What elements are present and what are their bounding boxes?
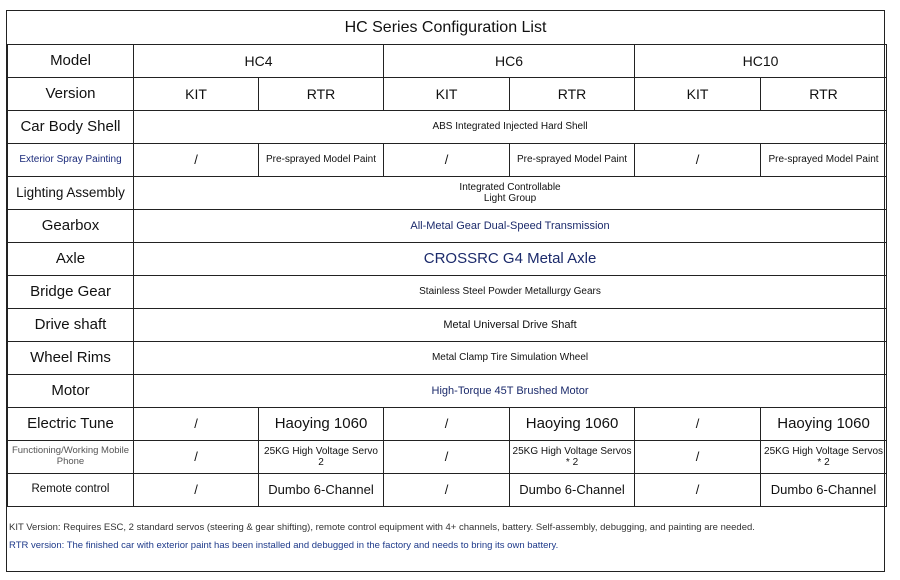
- remote-hc10-rtr: Dumbo 6-Channel: [761, 474, 887, 507]
- wheel-rims-label: Wheel Rims: [8, 342, 134, 375]
- axle-label: Axle: [8, 243, 134, 276]
- drive-shaft-value: Metal Universal Drive Shaft: [134, 309, 887, 342]
- remote-hc4-kit: /: [134, 474, 259, 507]
- page-title: HC Series Configuration List: [7, 11, 884, 45]
- wheel-rims-value: Metal Clamp Tire Simulation Wheel: [134, 342, 887, 375]
- rtr-note: RTR version: The finished car with exterior paint has been installed and debugged in the factory and needs to bring its own battery.: [9, 540, 559, 551]
- remote-row: [8, 474, 887, 507]
- exterior-spray-hc10-kit: /: [635, 144, 761, 177]
- remote-hc10-kit: /: [635, 474, 761, 507]
- exterior-spray-label: Exterior Spray Painting: [8, 144, 134, 177]
- notes: [9, 519, 879, 555]
- configuration-sheet: [6, 10, 885, 572]
- exterior-spray-hc4-kit: /: [134, 144, 259, 177]
- electric-tune-row: [8, 408, 887, 441]
- servo-label-line1: Functioning/Working Mobile: [11, 445, 130, 457]
- electric-tune-hc10-rtr: Haoying 1060: [761, 408, 887, 441]
- servo-hc6-rtr: [510, 441, 635, 474]
- exterior-spray-hc4-rtr: Pre-sprayed Model Paint: [259, 144, 384, 177]
- version-hc6-rtr: RTR: [510, 78, 635, 111]
- servo-hc10-rtr: [761, 441, 887, 474]
- servo-hc4-rtr: [259, 441, 384, 474]
- lighting-label: Lighting Assembly: [8, 177, 134, 210]
- drive-shaft-label: Drive shaft: [8, 309, 134, 342]
- car-body-shell-row: [8, 111, 887, 144]
- lighting-value-line2: Light Group: [483, 193, 537, 204]
- configuration-table: [7, 44, 887, 507]
- version-hc4-kit: KIT: [134, 78, 259, 111]
- version-label: Version: [8, 78, 134, 111]
- lighting-row: [8, 177, 887, 210]
- version-hc10-rtr: RTR: [761, 78, 887, 111]
- exterior-spray-hc10-rtr: Pre-sprayed Model Paint: [761, 144, 887, 177]
- servo-label-line2: Phone: [56, 456, 85, 467]
- remote-hc6-rtr: Dumbo 6-Channel: [510, 474, 635, 507]
- model-hc4: HC4: [134, 45, 384, 78]
- remote-label: Remote control: [8, 474, 134, 507]
- motor-value: High-Torque 45T Brushed Motor: [134, 375, 887, 408]
- servo-hc4-rtr-line2: 2: [318, 457, 324, 468]
- version-row: [8, 78, 887, 111]
- servo-hc10-kit: /: [635, 441, 761, 474]
- servo-hc6-rtr-line2: * 2: [565, 457, 579, 468]
- wheel-rims-row: [8, 342, 887, 375]
- electric-tune-label: Electric Tune: [8, 408, 134, 441]
- exterior-spray-hc6-kit: /: [384, 144, 510, 177]
- electric-tune-hc4-rtr: Haoying 1060: [259, 408, 384, 441]
- exterior-spray-hc6-rtr: Pre-sprayed Model Paint: [510, 144, 635, 177]
- version-hc4-rtr: RTR: [259, 78, 384, 111]
- drive-shaft-row: [8, 309, 887, 342]
- servo-row: [8, 441, 887, 474]
- lighting-value: [134, 177, 887, 210]
- model-label: Model: [8, 45, 134, 78]
- electric-tune-hc10-kit: /: [635, 408, 761, 441]
- gearbox-value: All-Metal Gear Dual-Speed Transmission: [134, 210, 887, 243]
- remote-hc4-rtr: Dumbo 6-Channel: [259, 474, 384, 507]
- version-hc6-kit: KIT: [384, 78, 510, 111]
- bridge-gear-label: Bridge Gear: [8, 276, 134, 309]
- servo-label: [8, 441, 134, 474]
- electric-tune-hc6-rtr: Haoying 1060: [510, 408, 635, 441]
- motor-label: Motor: [8, 375, 134, 408]
- car-body-shell-value: ABS Integrated Injected Hard Shell: [134, 111, 887, 144]
- bridge-gear-value: Stainless Steel Powder Metallurgy Gears: [134, 276, 887, 309]
- version-hc10-kit: KIT: [635, 78, 761, 111]
- electric-tune-hc4-kit: /: [134, 408, 259, 441]
- servo-hc10-rtr-line2: * 2: [817, 457, 830, 468]
- kit-note: KIT Version: Requires ESC, 2 standard servos (steering & gear shifting), remote control equipment with 4+ channels, battery. Self-assembly, debugging, and painting are needed.: [9, 522, 755, 533]
- electric-tune-hc6-kit: /: [384, 408, 510, 441]
- servo-hc6-rtr-line1: 25KG High Voltage Servos: [512, 445, 632, 457]
- servo-hc6-kit: /: [384, 441, 510, 474]
- car-body-shell-label: Car Body Shell: [8, 111, 134, 144]
- gearbox-row: [8, 210, 887, 243]
- servo-hc10-rtr-line1: 25KG High Voltage Servos: [764, 445, 884, 457]
- model-row: [8, 45, 887, 78]
- model-hc10: HC10: [635, 45, 887, 78]
- motor-row: [8, 375, 887, 408]
- servo-hc4-rtr-line1: 25KG High Voltage Servo: [264, 445, 378, 457]
- exterior-spray-row: [8, 144, 887, 177]
- servo-hc4-kit: /: [134, 441, 259, 474]
- bridge-gear-row: [8, 276, 887, 309]
- lighting-value-line1: Integrated Controllable: [459, 181, 561, 193]
- remote-hc6-kit: /: [384, 474, 510, 507]
- gearbox-label: Gearbox: [8, 210, 134, 243]
- model-hc6: HC6: [384, 45, 635, 78]
- axle-row: [8, 243, 887, 276]
- axle-value: CROSSRC G4 Metal Axle: [134, 243, 887, 276]
